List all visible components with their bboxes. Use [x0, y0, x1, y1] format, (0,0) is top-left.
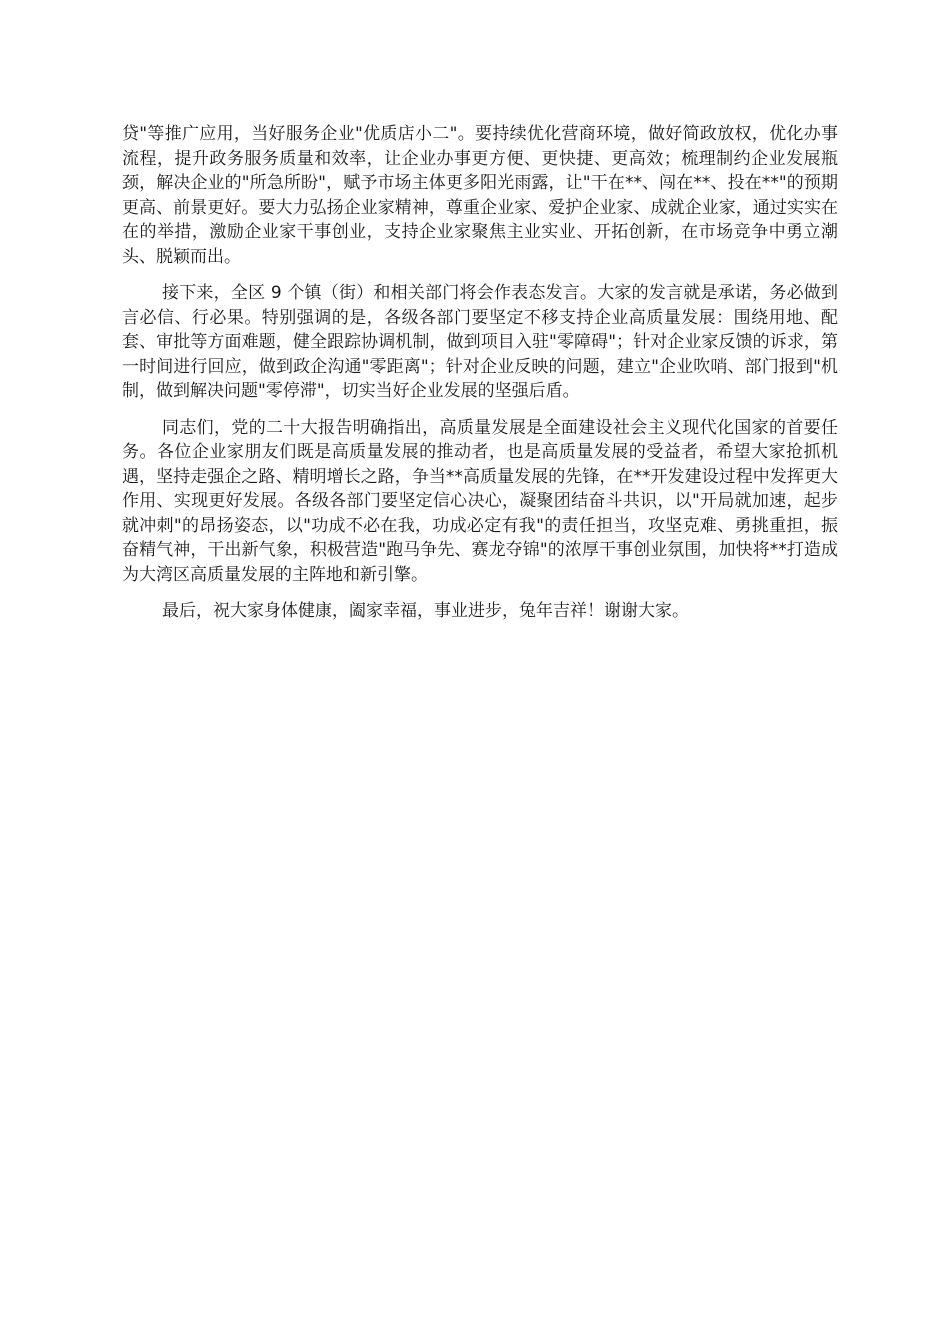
paragraph-2: 接下来，全区 9 个镇（街）和相关部门将会作表态发言。大家的发言就是承诺，务必做到言必信、行必果。特别强调的是，各级各部门要坚定不移支持企业高质量发展：围绕用地、配套、审批等方面难题，健全跟踪协调机制，做到项目入驻"零障碍"；针对企业家反馈的诉求，第一时间进行回应，做到政企沟通"零距离"；针对企业反映的问题，建立"企业吹哨、部门报到"机制，做到解决问题"零停滞"，切实当好企业发展的坚强后盾。 [122, 283, 838, 401]
paragraph-1: 贷"等推广应用，当好服务企业"优质店小二"。要持续优化营商环境，做好简政放权，优化办事流程，提升政务服务质量和效率，让企业办事更方便、更快捷、更高效；梳理制约企业发展瓶颈，解决企业的"所急所盼"，赋予市场主体更多阳光雨露，让"干在**、闯在**、投在**"的预期更高、前景更好。要大力弘扬企业家精神，尊重企业家、爱护企业家、成就企业家，通过实实在在的举措，激励企业家干事创业，支持企业家聚焦主业实业、开拓创新，在市场竞争中勇立潮头、脱颖而出。 [122, 124, 838, 267]
document-body [122, 122, 838, 636]
paragraph-4: 最后，祝大家身体健康，阖家幸福，事业进步，兔年吉祥！谢谢大家。 [162, 601, 689, 621]
paragraph-3: 同志们，党的二十大报告明确指出，高质量发展是全面建设社会主义现代化国家的首要任务。各位企业家朋友们既是高质量发展的推动者，也是高质量发展的受益者，希望大家抢抓机遇，坚持走强企之路、精明增长之路，争当**高质量发展的先锋，在**开发建设过程中发挥更大作用、实现更好发展。各级各部门要坚定信心决心，凝聚团结奋斗共识，以"开局就加速，起步就冲刺"的昂扬姿态，以"功成不必在我，功成必定有我"的责任担当，攻坚克难、勇挑重担，振奋精气神，干出新气象，积极营造"跑马争先、赛龙夺锦"的浓厚干事创业氛围，加快将**打造成为大湾区高质量发展的主阵地和新引擎。 [122, 417, 838, 585]
